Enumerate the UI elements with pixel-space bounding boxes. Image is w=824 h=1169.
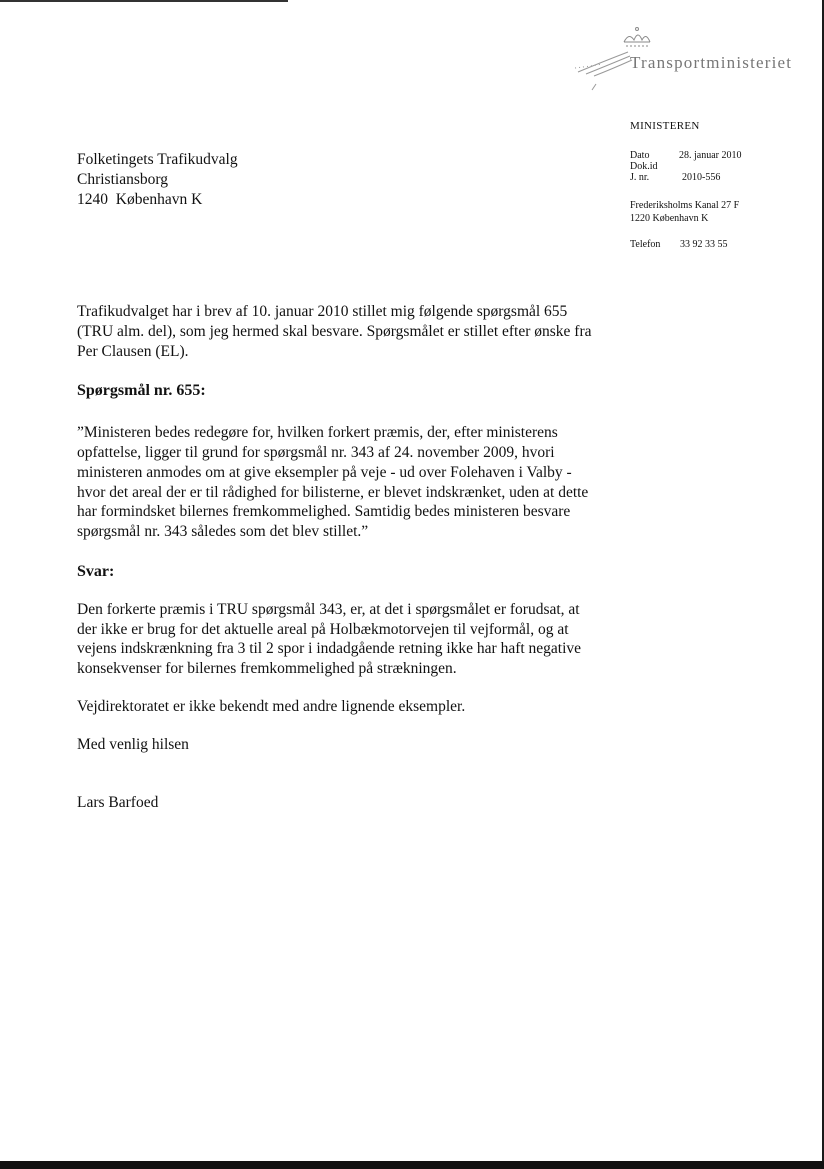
meta-label: Dato [630, 150, 650, 161]
intro-paragraph: Trafikudvalget har i brev af 10. januar 2010 stillet mig følgende spørgsmål 655 (TRU alm. del), som jeg hermed skal besvare. Spørgsmålet er stillet efter ønske fra Per Clausen (EL). [77, 303, 592, 360]
sender-phone [630, 239, 780, 250]
scan-edge-top [0, 0, 288, 2]
sender-address-line2: 1220 København K [630, 213, 709, 224]
sender-address-line1: Frederiksholms Kanal 27 F [630, 200, 740, 211]
logo-text: Transportministeriet [630, 53, 793, 72]
answer-heading: Svar: [77, 562, 115, 580]
recipient-line2: Christiansborg [77, 171, 168, 188]
sender-address [630, 199, 739, 225]
recipient-address [77, 150, 238, 210]
phone-label: Telefon [630, 239, 661, 250]
question-paragraph: ”Ministeren bedes redegøre for, hvilken forkert præmis, der, efter ministerens opfattelse, ligger til grund for spørgsmål nr. 343 af 24. november 2009, hvori ministeren anmodes om at give eksempler på veje - ud over Folehaven i Valby - hvor det areal der er til rådighed for bilisterne, er blevet indskrænket, uden at dette har formindsket bilernes fremkommelighed. Samtidig bedes ministeren besvare spørgsmål nr. 343 således som det blev stillet.” [77, 424, 589, 541]
letter-body [77, 302, 597, 812]
other-examples-paragraph: Vejdirektoratet er ikke bekendt med andre lignende eksempler. [77, 697, 466, 715]
closing-greeting: Med venlig hilsen [77, 735, 189, 753]
meta-label: J. nr. [630, 172, 650, 183]
meta-value-jnr: 2010-556 [682, 172, 721, 183]
answer-paragraph: Den forkerte præmis i TRU spørgsmål 343, er, at det i spørgsmålet er forudsat, at der ikke er brug for det aktuelle areal på Holbækmotorvejen til vejformål, og at vejens indskrænkning fra 3 til 2 spor i indadgående retning ikke har haft negative konsekvenser for bilernes fremkommelighed på strækningen. [77, 600, 582, 678]
recipient-line3: 1240 København K [77, 191, 203, 208]
signature: Lars Barfoed [77, 793, 159, 811]
sender-heading: MINISTEREN [630, 120, 700, 132]
phone-value: 33 92 33 55 [680, 239, 728, 250]
scan-edge-bottom [0, 1161, 824, 1169]
recipient-line1: Folketingets Trafikudvalg [77, 151, 238, 168]
meta-label: Dok.id [630, 161, 658, 172]
ministry-logo [572, 22, 802, 92]
question-heading: Spørgsmål nr. 655: [77, 382, 206, 400]
meta-value-date: 28. januar 2010 [679, 150, 742, 161]
